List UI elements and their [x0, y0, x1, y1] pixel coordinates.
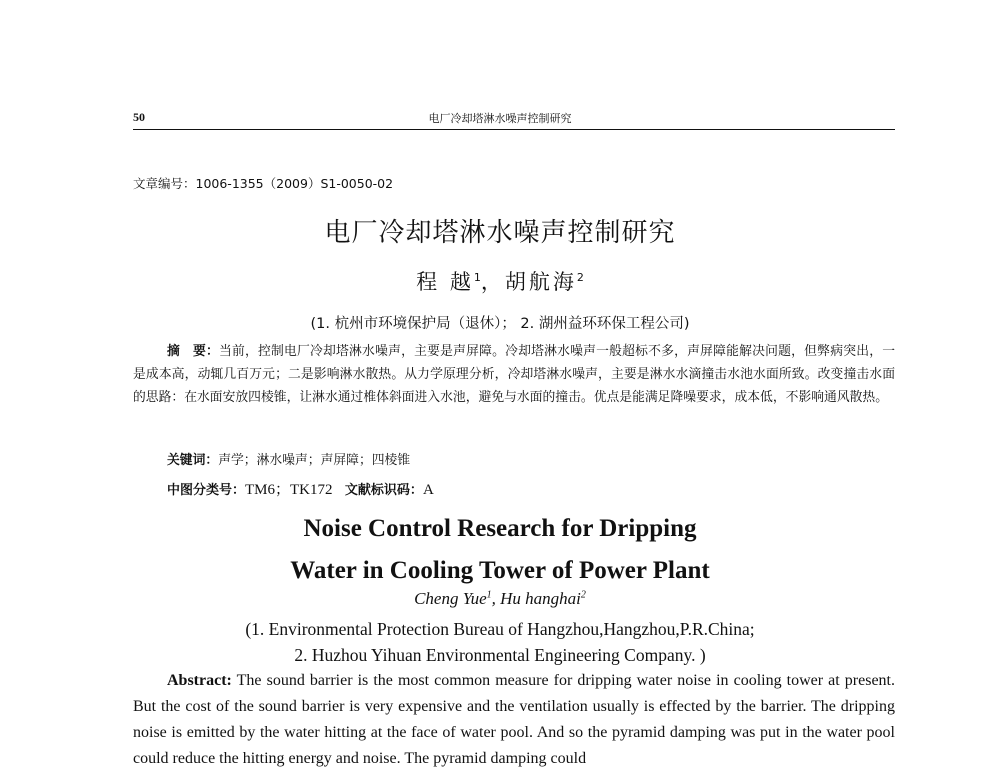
- cn-abstract: [133, 340, 895, 409]
- cn-keywords: [167, 449, 410, 468]
- en-authors: [0, 589, 1000, 609]
- cn-keywords-label: 关键词：: [167, 453, 219, 468]
- cn-doc-code-label: 文献标识码：: [344, 483, 423, 498]
- cn-affiliation: (1. 杭州市环境保护局（退休）； 2. 湖州益环环保工程公司): [310, 316, 690, 332]
- cn-author-1-sup: 1: [473, 271, 481, 284]
- cn-author-2-sup: 2: [576, 271, 584, 284]
- cn-author-1: 程 越: [416, 270, 474, 294]
- cn-title: 电厂冷却塔淋水噪声控制研究: [324, 218, 676, 248]
- cn-doc-code-value: A: [422, 482, 434, 498]
- en-author-separator: ,: [491, 589, 501, 608]
- en-affil-line-1: (1. Environmental Protection Bureau of Hangzhou,Hangzhou,P.R.China;: [245, 619, 755, 639]
- en-abstract-label: Abstract:: [167, 672, 232, 689]
- cn-authors: [0, 266, 1000, 296]
- en-affil-line-2: 2. Huzhou Yihuan Environmental Engineering Company. ): [294, 645, 706, 665]
- article-number: 文章编号：1006-1355（2009）S1-0050-02: [133, 176, 394, 191]
- cn-abstract-label: 摘 要：: [167, 344, 220, 359]
- en-author-2-sup: 2: [580, 589, 586, 601]
- en-title: [0, 508, 1000, 592]
- en-abstract-text: The sound barrier is the most common measure for dripping water noise in cooling tower at present. But the cost of the sound barrier is very expensive and the ventilation usually is effected by the barrier. The dripping noise is emitted by the water hitting at the face of water pool. And so the pyramid damping was put in the water pool could reduce the hitting energy and noise. The pyramid damping could: [133, 672, 895, 767]
- cn-class-label: 中图分类号：: [167, 483, 246, 498]
- en-author-2: Hu hanghai: [500, 589, 581, 608]
- en-author-1-sup: 1: [486, 589, 492, 601]
- en-author-1: Cheng Yue: [414, 589, 487, 608]
- cn-class-value: TM6；TK172: [245, 482, 333, 498]
- en-title-line-2: Water in Cooling Tower of Power Plant: [290, 557, 710, 584]
- page-number: 50: [133, 110, 145, 124]
- en-abstract: [133, 668, 895, 772]
- cn-keywords-text: 声学；淋水噪声；声屏障；四棱锥: [218, 453, 411, 468]
- en-title-line-1: Noise Control Research for Dripping: [303, 515, 697, 542]
- cn-abstract-text: 当前，控制电厂冷却塔淋水噪声，主要是声屏障。冷却塔淋水噪声一般超标不多，声屏障能解决问题，但弊病突出，一是成本高，动辄几百万元；二是影响淋水散热。从力学原理分析，冷却塔淋水噪声，主要是淋水水滴撞击水池水面所致。改变撞击水面的思路：在水面安放四棱锥，让淋水通过椎体斜面进入水池，避免与水面的撞击。优点是能满足降噪要求，成本低，不影响通风散热。: [133, 344, 896, 405]
- cn-classification: [167, 478, 434, 499]
- header-rule: [133, 129, 895, 130]
- cn-author-separator: ，: [480, 270, 505, 294]
- cn-author-2: 胡航海: [504, 270, 577, 294]
- en-affiliation: [0, 616, 1000, 668]
- running-title: 电厂冷却塔淋水噪声控制研究: [428, 112, 572, 125]
